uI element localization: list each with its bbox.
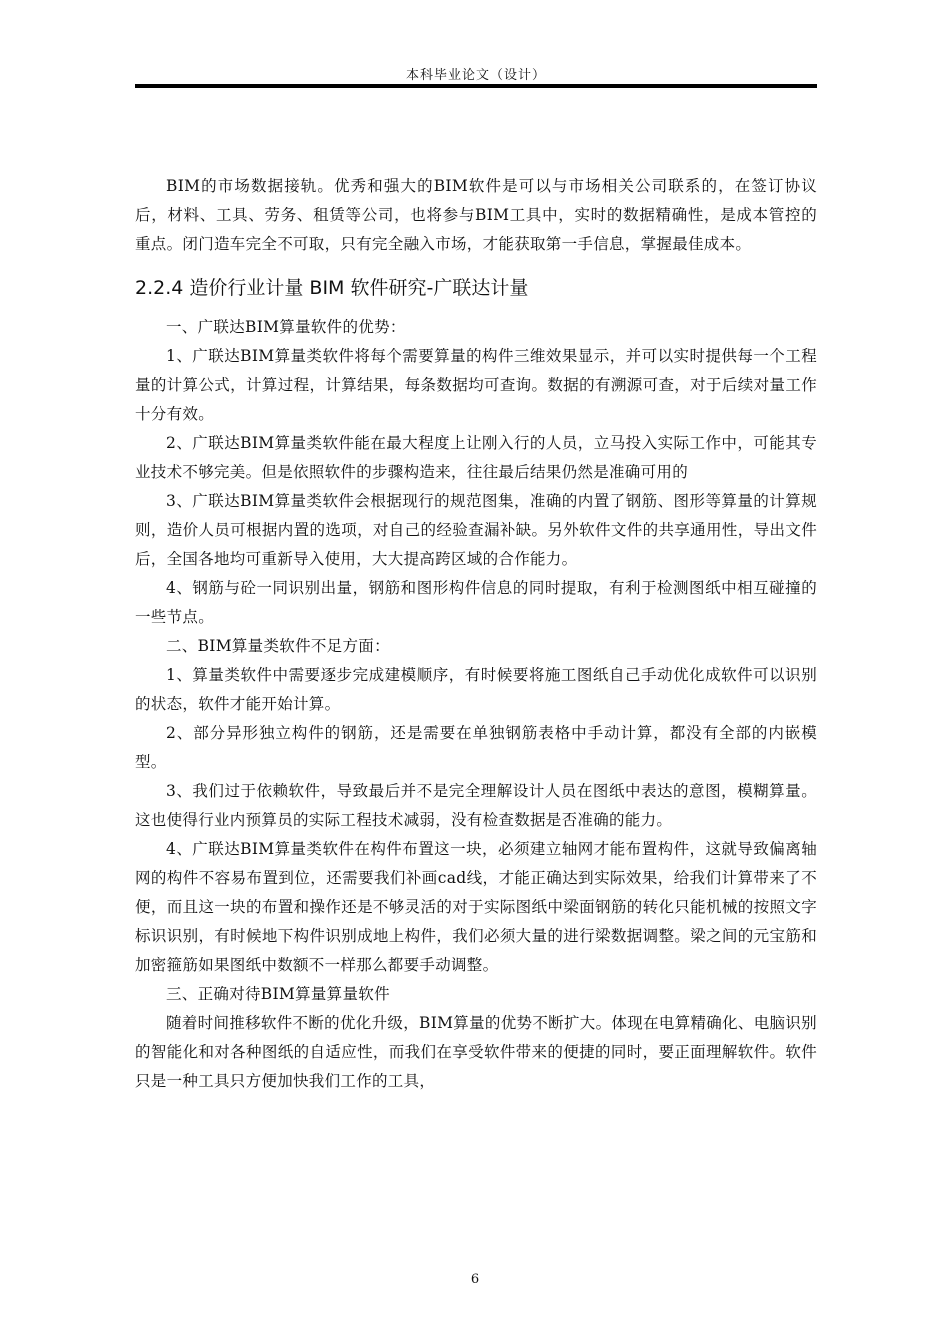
paragraph: 1、广联达BIM算量类软件将每个需要算量的构件三维效果显示，并可以实时提供每一个工程量的计算公式，计算过程，计算结果，每条数据均可查询。数据的有溯源可查，对于后续对量工作十分有效。 bbox=[135, 347, 817, 423]
page-header: 本科毕业论文（设计） bbox=[405, 68, 546, 83]
paragraph: 2、广联达BIM算量类软件能在最大程度上让刚入行的人员，立马投入实际工作中，可能其专业技术不够完美。但是依照软件的步骤构造来，往往最后结果仍然是准确可用的 bbox=[135, 434, 817, 481]
paragraph: 随着时间推移软件不断的优化升级，BIM算量的优势不断扩大。体现在电算精确化、电脑识别的智能化和对各种图纸的自适应性，而我们在享受软件带来的便捷的同时，要正面理解软件。软件只是一种工具只方便加快我们工作的工具， bbox=[135, 1014, 817, 1090]
paragraph: 1、算量类软件中需要逐步完成建模顺序，有时候要将施工图纸自己手动优化成软件可以识别的状态，软件才能开始计算。 bbox=[135, 666, 817, 713]
paragraph: 4、钢筋与砼一同识别出量，钢筋和图形构件信息的同时提取，有利于检测图纸中相互碰撞的一些节点。 bbox=[135, 579, 817, 626]
paragraph-heading-shortcomings: 二、BIM算量类软件不足方面： bbox=[166, 637, 390, 655]
paragraph: 4、广联达BIM算量类软件在构件布置这一块，必须建立轴网才能布置构件，这就导致偏离轴网的构件不容易布置到位，还需要我们补画cad线，才能正确达到实际效果，给我们计算带来了不便，而且这一块的布置和操作还是不够灵活的对于实际图纸中梁面钢筋的转化只能机械的按照文字标识识别，有时候地下构件识别成地上构件，我们必须大量的进行梁数据调整。梁之间的元宝筋和加密箍筋如果图纸中数额不一样那么都要手动调整。 bbox=[135, 840, 817, 974]
intro-paragraph: BIM的市场数据接轨。优秀和强大的BIM软件是可以与市场相关公司联系的，在签订协议后，材料、工具、劳务、租赁等公司，也将参与BIM工具中，实时的数据精确性，是成本管控的重点。闭门造车完全不可取，只有完全融入市场，才能获取第一手信息，掌握最佳成本。 bbox=[135, 177, 817, 253]
paragraph-heading-correct-use: 三、正确对待BIM算量算量软件 bbox=[166, 985, 390, 1003]
header-rule bbox=[135, 84, 817, 88]
document-body bbox=[135, 172, 817, 1096]
paragraph-heading-advantages: 一、广联达BIM算量软件的优势： bbox=[166, 318, 406, 336]
paragraph: 3、广联达BIM算量类软件会根据现行的规范图集，准确的内置了钢筋、图形等算量的计算规则，造价人员可根据内置的选项，对自己的经验查漏补缺。另外软件文件的共享通用性，导出文件后，全国各地均可重新导入使用，大大提高跨区域的合作能力。 bbox=[135, 492, 817, 568]
paragraph: 3、我们过于依赖软件，导致最后并不是完全理解设计人员在图纸中表达的意图，模糊算量。这也使得行业内预算员的实际工程技术减弱，没有检查数据是否准确的能力。 bbox=[135, 782, 817, 829]
paragraph: 2、部分异形独立构件的钢筋，还是需要在单独钢筋表格中手动计算，都没有全部的内嵌模型。 bbox=[135, 724, 817, 771]
page-number: 6 bbox=[470, 1272, 480, 1287]
section-title: 2.2.4 造价行业计量 BIM 软件研究-广联达计量 bbox=[135, 277, 529, 299]
